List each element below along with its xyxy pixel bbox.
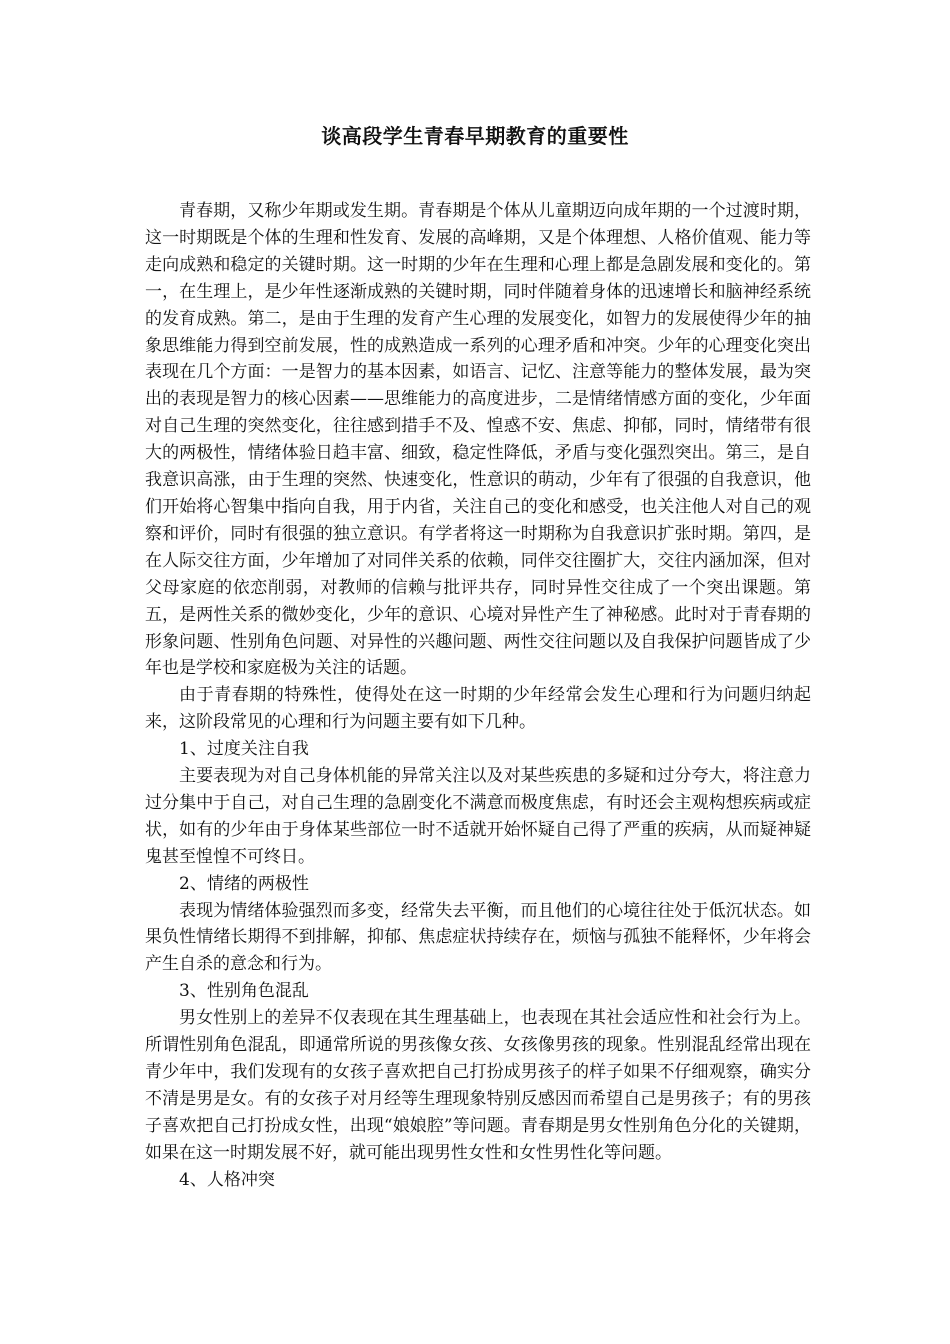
paragraph-summary: 由于青春期的特殊性，使得处在这一时期的少年经常会发生心理和行为问题归纳起来，这阶段常见的心理和行为问题主要有如下几种。: [145, 685, 811, 733]
section-heading-3: 3、性别角色混乱: [179, 981, 309, 1002]
section-heading-4: 4、人格冲突: [179, 1169, 275, 1190]
section-heading-1: 1、过度关注自我: [179, 739, 309, 760]
section-heading-2: 2、情绪的两极性: [179, 873, 309, 894]
paragraph-section-3: 男女性别上的差异不仅表现在其生理基础上，也表现在其社会适应性和社会行为上。所谓性别角色混乱，即通常所说的男孩像女孩、女孩像男孩的现象。性别混乱经常出现在青少年中，我们发现有的女孩子喜欢把自己打扮成男孩子的样子如果不仔细观察，确实分不清是男是女。有的女孩子对月经等生理现象特别反感因而希望自己是男孩子；有的男孩子喜欢把自己打扮成女性，出现“娘娘腔”等问题。青春期是男女性别角色分化的关键期，如果在这一时期发展不好，就可能出现男性女性和女性男性化等问题。: [145, 1008, 811, 1163]
document-body: [145, 198, 811, 1194]
paragraph-section-1: 主要表现为对自己身体机能的异常关注以及对某些疾患的多疑和过分夸大，将注意力过分集中于自己，对自己生理的急剧变化不满意而极度焦虑，有时还会主观构想疾病或症状，如有的少年由于身体某些部位一时不适就开始怀疑自己得了严重的疾病，从而疑神疑鬼甚至惶惶不可终日。: [145, 766, 811, 867]
paragraph-section-2: 表现为情绪体验强烈而多变，经常失去平衡，而且他们的心境往往处于低沉状态。如果负性情绪长期得不到排解，抑郁、焦虑症状持续存在，烦恼与孤独不能释怀，少年将会产生自杀的意念和行为。: [145, 900, 811, 975]
document-title: 谈高段学生青春早期教育的重要性: [321, 124, 629, 148]
paragraph-intro: 青春期，又称少年期或发生期。青春期是个体从儿童期迈向成年期的一个过渡时期，这一时期既是个体的生理和性发育、发展的高峰期，又是个体理想、人格价值观、能力等走向成熟和稳定的关键时期。这一时期的少年在生理和心理上都是急剧发展和变化的。第一，在生理上，是少年性逐渐成熟的关键时期，同时伴随着身体的迅速增长和脑神经系统的发育成熟。第二，是由于生理的发育产生心理的发展变化，如智力的发展使得少年的抽象思维能力得到空前发展，性的成熟造成一系列的心理矛盾和冲突。少年的心理变化突出表现在几个方面：一是智力的基本因素，如语言、记忆、注意等能力的整体发展，最为突出的表现是智力的核心因素——思维能力的高度进步，二是情绪情感方面的变化，少年面对自己生理的突然变化，往往感到措手不及、惶惑不安、焦虑、抑郁，同时，情绪带有很大的两极性，情绪体验日趋丰富、细致，稳定性降低，矛盾与变化强烈突出。第三，是自我意识高涨，由于生理的突然、快速变化，性意识的萌动，少年有了很强的自我意识，他们开始将心智集中指向自我，用于内省，关注自己的变化和感受，也关注他人对自己的观察和评价，同时有很强的独立意识。有学者将这一时期称为自我意识扩张时期。第四，是在人际交往方面，少年增加了对同伴关系的依赖，同伴交往圈扩大，交往内涵加深，但对父母家庭的依恋削弱，对教师的信赖与批评共存，同时异性交往成了一个突出课题。第五，是两性关系的微妙变化，少年的意识、心境对异性产生了神秘感。此时对于青春期的形象问题、性别角色问题、对异性的兴趣问题、两性交往问题以及自我保护问题皆成了少年也是学校和家庭极为关注的话题。: [145, 201, 811, 679]
